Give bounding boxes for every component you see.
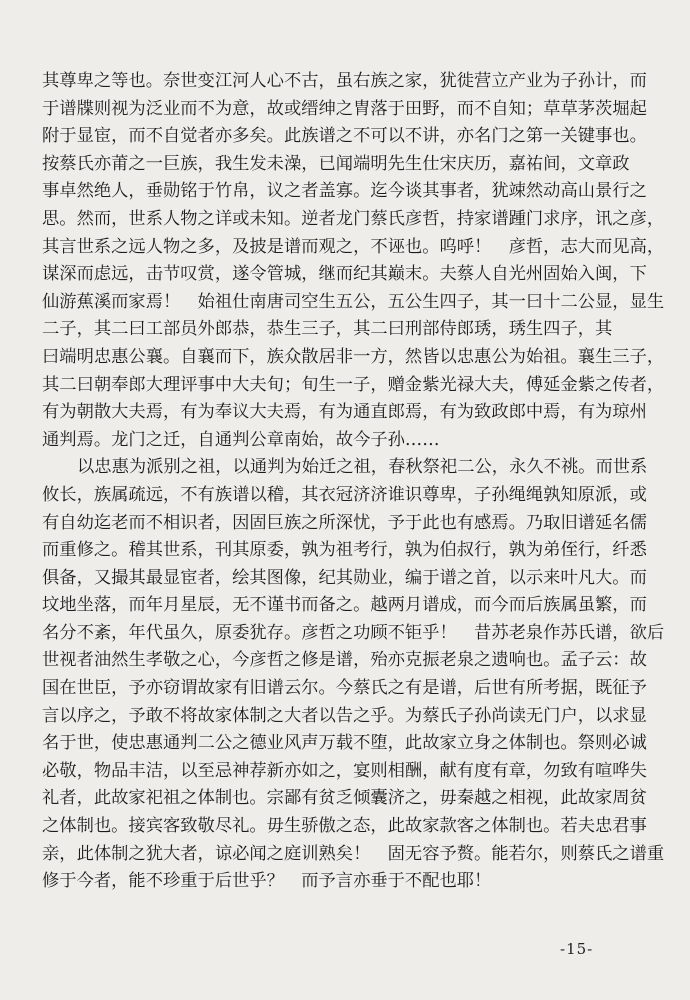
- text-line: 名分不紊，年代虽久，原委犹存。彦哲之功顾不钜乎！ 昔苏老泉作苏氏谱，欲后: [42, 622, 665, 643]
- text-line: 事卓然绝人，垂勋铭于竹帛，议之者盖寡。迄今谈其事者，犹竦然动高山景行之: [42, 181, 647, 202]
- text-line: 二子，其二曰工部员外郎恭，恭生三子，其二曰刑部侍郎琇，琇生四子，其: [42, 319, 613, 340]
- text-line: 谋深而虑远，击节叹赏，遂令管城，继而纪其巅末。夫蔡人自光州固始入闽，下: [42, 264, 647, 285]
- paragraph-2: [42, 454, 672, 896]
- text-line: 有自幼迄老而不相识者，因固巨族之所深忧，予于此也有感焉。乃取旧谱延名儒: [42, 512, 647, 533]
- text-line: 以忠惠为派别之祖，以通判为始迁之祖，春秋祭祀二公，永久不祧。而世系: [77, 457, 648, 478]
- text-line: 坟地坐落，而年月星辰，无不谨书而备之。越两月谱成，而今而后族属虽繁，而: [42, 595, 647, 616]
- text-line: 之体制也。接宾客致敬尽礼。毋生骄傲之态，此故家款客之体制也。若夫忠君事: [42, 816, 647, 837]
- text-line: 礼者，此故家祀祖之体制也。宗鄙有贫乏倾囊济之，毋秦越之相视，此故家周贫: [42, 788, 647, 809]
- text-line: 其二曰朝奉郎大理评事中大夫旬；旬生一子，赠金紫光禄大夫，傅延金紫之传者，: [42, 374, 665, 395]
- text-line: 有为朝散大夫焉，有为奉议大夫焉，有为通直郎焉，有为致政郎中焉，有为琼州: [42, 402, 647, 423]
- text-line: 国在世臣，予亦窃谓故家有旧谱云尔。今蔡氏之有是谱，后世有所考据，既征予: [42, 678, 647, 699]
- text-line: 附于显宦，而不自觉者亦多矣。此族谱之不可以不讲，亦名门之第一关键事也。: [42, 126, 647, 147]
- text-line: 修于今者，能不珍重于后世乎？ 而予言亦垂于不配也耶！: [42, 871, 492, 892]
- text-line: 而重修之。稽其世系，刊其原委，孰为祖考行，孰为伯叔行，孰为弟侄行，纤悉: [42, 540, 647, 561]
- text-line: 按蔡氏亦莆之一巨族，我生发未澡，已闻端明先生仕宋庆历，嘉祐间，文章政: [42, 153, 630, 174]
- text-line: 名于世，使忠惠通判二公之德业风声万载不堕，此故家立身之体制也。祭则必诚: [42, 733, 647, 754]
- text-line: 其尊卑之等也。奈世变江河人心不古，虽右族之家，犹徙营立产业为子孙计，而: [42, 71, 647, 91]
- text-line: 曰端明忠惠公襄。自襄而下，族众散居非一方，然皆以忠惠公为始祖。襄生三子，: [42, 346, 665, 367]
- text-line: 思。然而，世系人物之详或未知。逆者龙门蔡氏彦哲，持家谱踵门求序，讯之彦，: [42, 208, 665, 229]
- text-line: 攸长，族属疏远，不有族谱以稽，其衣冠济济谁识尊卑，子孙绳绳孰知原派，或: [42, 484, 647, 505]
- text-line: 仙游蕉溪而家焉！ 始祖仕南唐司空生五公，五公生四子，其一曰十二公显，显生: [42, 291, 665, 312]
- body-text: [42, 68, 672, 896]
- text-line: 通判焉。龙门之迁，自通判公章南始，故今子孙……: [42, 429, 440, 450]
- text-line: 世视者油然生孝敬之心，今彦哲之修是谱，殆亦克振老泉之遗响也。孟子云：故: [42, 650, 647, 671]
- text-line: 俱备，又撮其最显宦者，绘其图像，纪其勋业，编于谱之首，以示来叶凡大。而: [42, 567, 647, 588]
- text-line: 必敬，物品丰洁，以至忌神荐新亦如之，宴则相酬，献有度有章，勿致有喧哗失: [42, 760, 647, 781]
- text-line: 亲，此体制之犹大者，谅必闻之庭训熟矣！ 固无容予赘。能若尔，则蔡氏之谱重: [42, 843, 665, 864]
- text-line: 于谱牒则视为泛业而不为意，故或缙绅之胄落于田野，而不自知；草草茅茨堀起: [42, 98, 647, 119]
- text-line: 其言世系之远人物之多，及披是谱而观之，不诬也。呜呼！ 彦哲，志大而见高，: [42, 236, 665, 257]
- text-line: 言以序之，予敢不将故家体制之大者以告之乎。为蔡氏子孙尚读无门户，以求显: [42, 705, 647, 726]
- paragraph-1: [42, 68, 672, 454]
- page-number: -15-: [560, 940, 594, 958]
